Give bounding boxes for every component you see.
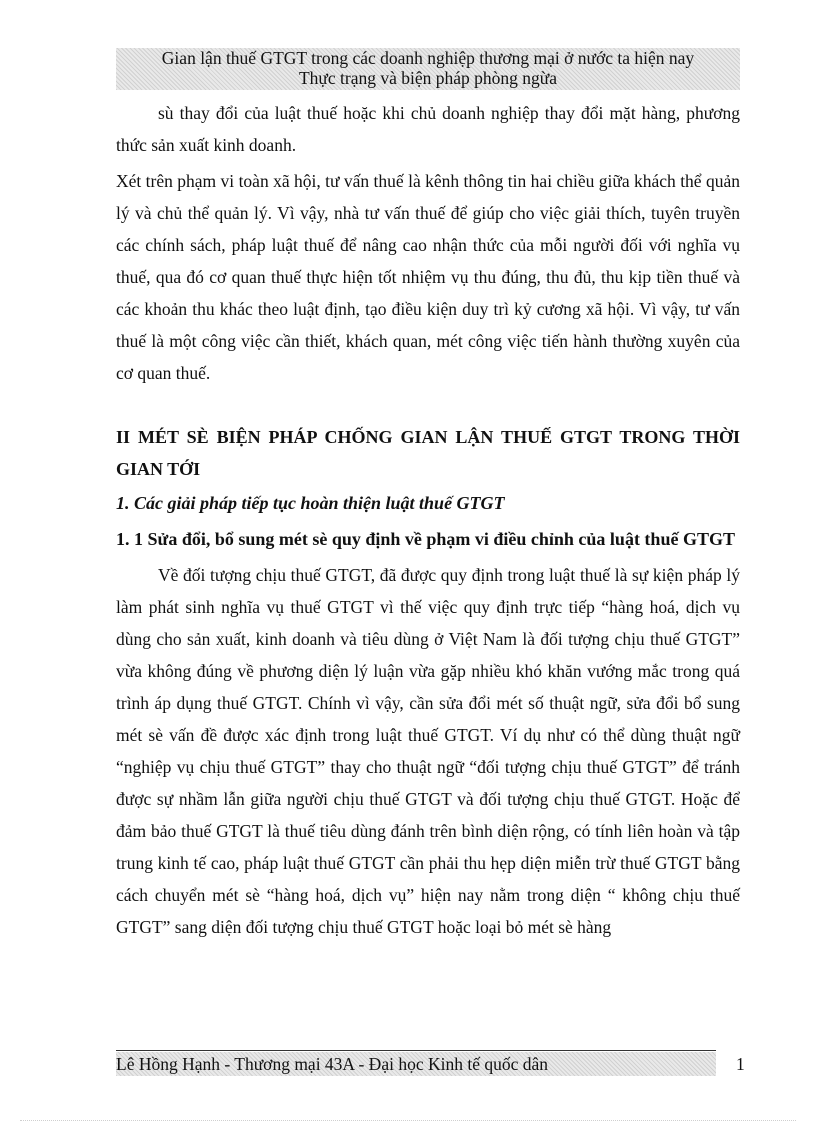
running-footer: Lê Hồng Hạnh - Thương mại 43A - Đại học Kinh tế quốc dân — [116, 1052, 716, 1076]
paragraph-continuation: sù thay đổi của luật thuế hoặc khi chủ doanh nghiệp thay đổi mặt hàng, phương thức sản xuất kinh doanh. — [116, 103, 740, 155]
footer-divider — [116, 1050, 716, 1051]
page-bottom-divider — [20, 1120, 796, 1121]
header-title-line2: Thực trạng và biện pháp phòng ngừa — [298, 68, 558, 88]
paragraph-taxable-objects: Về đối tượng chịu thuế GTGT, đã được quy định trong luật thuế là sự kiện pháp lý làm phát sinh nghĩa vụ thuế GTGT vì thế việc quy định trực tiếp “hàng hoá, dịch vụ dùng cho sản xuất, kinh doanh và tiêu dùng ở Việt Nam là đối tượng chịu thuế GTGT” vừa không đúng về phương diện lý luận vừa gặp nhiều khó khăn vướng mắc trong quá trình áp dụng thuế GTGT. Chính vì vậy, cần sửa đổi mét số thuật ngữ, sửa đổi bổ sung mét sè vấn đề được xác định trong luật thuế GTGT. Ví dụ như có thể dùng thuật ngữ “nghiệp vụ chịu thuế GTGT” thay cho thuật ngữ “đối tượng chịu thuế GTGT” để tránh được sự nhầm lẫn giữa người chịu thuế GTGT và đối tượng chịu thuế GTGT. Hoặc để đảm bảo thuế GTGT là thuế tiêu dùng đánh trên bình diện rộng, có tính liên hoàn và tập trung kinh tế cao, pháp luật thuế GTGT cần phải thu hẹp diện miễn trừ thuế GTGT bằng cách chuyển mét sè “hàng hoá, dịch vụ” hiện nay nằm trong diện “ không chịu thuế GTGT” sang diện đối tượng chịu thuế GTGT hoặc loại bỏ mét sè hàng — [116, 565, 740, 937]
paragraph-tax-consulting: Xét trên phạm vi toàn xã hội, tư vấn thuế là kênh thông tin hai chiều giữa khách thể quản lý và chủ thể quản lý. Vì vậy, nhà tư vấn thuế để giúp cho việc giải thích, tuyên truyền các chính sách, pháp luật thuế để nâng cao nhận thức của mỗi người đối với nghĩa vụ thuế, qua đó cơ quan thuế thực hiện tốt nhiệm vụ thu đúng, thu đủ, thu kịp tiền thuế và các khoản thu khác theo luật định, tạo điều kiện duy trì kỷ cương xã hội. Vì vậy, tư vấn thuế là một công việc cần thiết, khách quan, mét công việc tiến hành thường xuyên của cơ quan thuế. — [116, 171, 740, 383]
page-number: 1 — [736, 1054, 745, 1074]
subsubsection-heading: 1. 1 Sửa đổi, bổ sung mét sè quy định về phạm vi điều chỉnh của luật thuế GTGT — [116, 529, 735, 549]
running-header — [116, 48, 740, 90]
subsection-heading: 1. Các giải pháp tiếp tục hoàn thiện luật thuế GTGT — [116, 493, 505, 513]
section-heading: II MÉT SÈ BIỆN PHÁP CHỐNG GIAN LẬN THUẾ GTGT TRONG THỜI GIAN TỚI — [116, 427, 740, 479]
page-body — [116, 97, 740, 943]
header-title-line1: Gian lận thuế GTGT trong các doanh nghiệp thương mại ở nước ta hiện nay — [161, 48, 695, 68]
